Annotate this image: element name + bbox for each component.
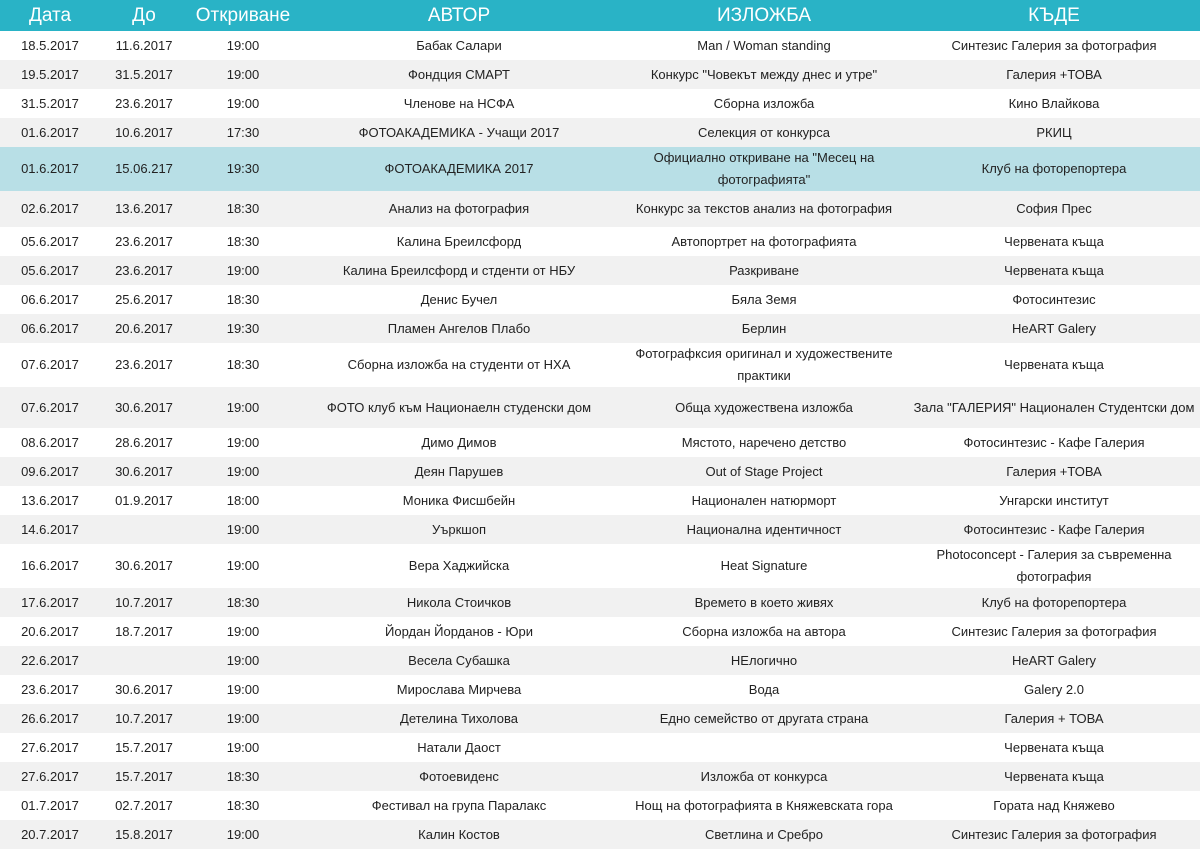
cell-venue: Червената къща xyxy=(1004,262,1104,278)
cell-author: ФОТОАКАДЕМИКА 2017 xyxy=(384,161,534,176)
cell-until: 15.7.2017 xyxy=(115,739,173,755)
table-row xyxy=(0,791,1200,820)
table-row xyxy=(0,675,1200,704)
cell-until: 23.6.2017 xyxy=(115,233,173,249)
cell-until: 10.7.2017 xyxy=(115,710,173,726)
table-row xyxy=(0,31,1200,60)
cell-opening: 19:00 xyxy=(226,66,260,82)
cell-venue: Червената къща xyxy=(1004,739,1104,755)
cell-opening: 18:30 xyxy=(226,201,260,216)
cell-date: 01.6.2017 xyxy=(21,124,79,140)
cell-until: 31.5.2017 xyxy=(115,66,173,82)
cell-date: 16.6.2017 xyxy=(21,558,79,573)
cell-venue: Галерия +ТОВА xyxy=(1006,463,1102,479)
cell-author: ФОТОАКАДЕМИКА - Учащи 2017 xyxy=(358,124,560,140)
cell-until: 20.6.2017 xyxy=(115,320,173,336)
cell-date: 06.6.2017 xyxy=(21,320,79,336)
cell-venue: Клуб на фоторепортера xyxy=(981,161,1127,176)
cell-exhibition: Сборна изложба на автора xyxy=(682,623,846,639)
cell-opening: 18:30 xyxy=(226,291,260,307)
table-row xyxy=(0,118,1200,147)
table-row xyxy=(0,588,1200,617)
cell-opening: 18:30 xyxy=(226,797,260,813)
cell-venue: Червената къща xyxy=(1004,233,1104,249)
cell-date: 01.7.2017 xyxy=(21,797,79,813)
cell-date: 08.6.2017 xyxy=(21,434,79,450)
cell-opening: 19:00 xyxy=(226,95,260,111)
cell-opening: 19:00 xyxy=(226,521,260,537)
cell-author: Членове на НСФА xyxy=(403,95,515,111)
table-row xyxy=(0,314,1200,343)
cell-date: 27.6.2017 xyxy=(21,768,79,784)
cell-exhibition: Светлина и Сребро xyxy=(705,826,823,842)
table-row xyxy=(0,820,1200,849)
cell-date: 20.6.2017 xyxy=(21,623,79,639)
cell-author: Денис Бучел xyxy=(420,291,498,307)
cell-date: 26.6.2017 xyxy=(21,710,79,726)
cell-opening: 19:00 xyxy=(226,652,260,668)
cell-until: 25.6.2017 xyxy=(115,291,173,307)
cell-date: 18.5.2017 xyxy=(21,37,79,53)
cell-date: 07.6.2017 xyxy=(21,357,79,372)
cell-venue: Фотосинтезис - Кафе Галерия xyxy=(963,434,1145,450)
header-opening: Откриване xyxy=(195,4,291,26)
cell-opening: 18:30 xyxy=(226,594,260,610)
cell-author: Натали Даост xyxy=(417,739,501,755)
cell-date: 14.6.2017 xyxy=(21,521,79,537)
table-row xyxy=(0,733,1200,762)
header-venue: КЪДЕ xyxy=(1028,4,1080,26)
cell-venue: Галерия +ТОВА xyxy=(1006,66,1102,82)
table-row xyxy=(0,147,1200,191)
cell-until: 13.6.2017 xyxy=(115,201,173,216)
cell-venue: Зала "ГАЛЕРИЯ" Национален Студентски дом xyxy=(913,399,1195,415)
cell-exhibition: Селекция от конкурса xyxy=(698,124,830,140)
cell-author: Калина Бреилсфорд и стденти от НБУ xyxy=(342,262,576,278)
cell-author: Калина Бреилсфорд xyxy=(396,233,522,249)
cell-author: Бабак Салари xyxy=(416,37,502,53)
cell-venue: София Прес xyxy=(1016,201,1092,216)
cell-venue: Унгарски институт xyxy=(999,492,1109,508)
cell-exhibition: Сборна изложба xyxy=(713,95,815,111)
cell-venue: РКИЦ xyxy=(1036,124,1072,140)
cell-until: 30.6.2017 xyxy=(115,558,173,573)
cell-until xyxy=(100,515,188,544)
cell-until: 15.06.217 xyxy=(115,161,173,176)
cell-until: 18.7.2017 xyxy=(115,623,173,639)
cell-author: Фестивал на група Паралакс xyxy=(371,797,547,813)
cell-date: 23.6.2017 xyxy=(21,681,79,697)
table-row xyxy=(0,227,1200,256)
table-row xyxy=(0,89,1200,118)
cell-venue: Гората над Княжево xyxy=(993,797,1115,813)
cell-exhibition: Бяла Земя xyxy=(731,291,797,307)
cell-until: 10.6.2017 xyxy=(115,124,173,140)
cell-opening: 19:00 xyxy=(226,710,260,726)
cell-exhibition xyxy=(620,733,908,762)
header-exhibition: ИЗЛОЖБА xyxy=(716,4,812,26)
cell-opening: 19:00 xyxy=(226,739,260,755)
table-row xyxy=(0,704,1200,733)
cell-opening: 17:30 xyxy=(226,124,260,140)
header-date: Дата xyxy=(28,4,72,26)
cell-date: 05.6.2017 xyxy=(21,233,79,249)
cell-until: 15.8.2017 xyxy=(115,826,173,842)
cell-author: Фотоевиденс xyxy=(419,768,499,784)
cell-until: 01.9.2017 xyxy=(115,492,173,508)
cell-opening: 19:00 xyxy=(226,399,260,415)
cell-exhibition: Официално откриване на "Месец на фотографията" xyxy=(653,150,875,187)
cell-venue: Photoconcept - Галерия за съвременна фотография xyxy=(936,547,1172,584)
cell-opening: 19:30 xyxy=(226,161,260,176)
cell-until: 23.6.2017 xyxy=(115,95,173,111)
cell-date: 31.5.2017 xyxy=(21,95,79,111)
cell-exhibition: Конкурс за текстов анализ на фотография xyxy=(635,201,893,216)
cell-opening: 19:00 xyxy=(226,37,260,53)
cell-exhibition: Едно семейство от другата страна xyxy=(659,710,869,726)
cell-exhibition: Конкурс "Човекът между днес и утре" xyxy=(650,66,878,82)
cell-until: 02.7.2017 xyxy=(115,797,173,813)
cell-opening: 18:00 xyxy=(226,492,260,508)
cell-exhibition: Нощ на фотографията в Княжевската гора xyxy=(635,797,893,813)
cell-author: Деян Парушев xyxy=(414,463,504,479)
cell-until: 15.7.2017 xyxy=(115,768,173,784)
cell-opening: 19:00 xyxy=(226,623,260,639)
cell-exhibition: НЕлогично xyxy=(730,652,798,668)
table-row xyxy=(0,617,1200,646)
cell-opening: 19:00 xyxy=(226,262,260,278)
cell-until: 30.6.2017 xyxy=(115,463,173,479)
cell-until: 10.7.2017 xyxy=(115,594,173,610)
cell-until: 23.6.2017 xyxy=(115,357,173,372)
cell-author: Калин Костов xyxy=(418,826,500,842)
cell-date: 20.7.2017 xyxy=(21,826,79,842)
cell-venue: Червената къща xyxy=(1004,768,1104,784)
cell-venue: Галерия + ТОВА xyxy=(1004,710,1104,726)
cell-opening: 19:00 xyxy=(226,434,260,450)
cell-exhibition: Национален натюрморт xyxy=(691,492,837,508)
table-row xyxy=(0,544,1200,588)
table-row xyxy=(0,646,1200,675)
cell-venue: Фотосинтезис - Кафе Галерия xyxy=(963,521,1145,537)
cell-venue: Синтезис Галерия за фотография xyxy=(951,37,1157,53)
cell-opening: 19:00 xyxy=(226,463,260,479)
cell-venue: Кино Влайкова xyxy=(1008,95,1100,111)
cell-exhibition: Изложба от конкурса xyxy=(700,768,828,784)
cell-opening: 18:30 xyxy=(226,768,260,784)
cell-exhibition: Обща художествена изложба xyxy=(675,399,853,415)
cell-date: 07.6.2017 xyxy=(21,399,79,415)
cell-venue: Фотосинтезис xyxy=(1012,291,1096,307)
cell-author: Вера Хаджийска xyxy=(408,558,510,573)
cell-author: ФОТО клуб към Национаелн студенски дом xyxy=(326,399,592,415)
cell-opening: 19:00 xyxy=(226,826,260,842)
cell-exhibition: Out of Stage Project xyxy=(705,463,823,479)
cell-opening: 18:30 xyxy=(226,233,260,249)
cell-date: 05.6.2017 xyxy=(21,262,79,278)
cell-venue: HeART Galery xyxy=(1011,652,1097,668)
table-row xyxy=(0,486,1200,515)
cell-venue: HeART Galery xyxy=(1011,320,1097,336)
cell-until xyxy=(100,646,188,675)
cell-author: Детелина Тихолова xyxy=(400,710,518,726)
cell-date: 06.6.2017 xyxy=(21,291,79,307)
cell-author: Пламен Ангелов Плабо xyxy=(387,320,531,336)
header-until: До xyxy=(132,4,156,26)
cell-author: Анализ на фотография xyxy=(388,201,530,216)
cell-author: Димо Димов xyxy=(421,434,497,450)
cell-venue: Червената къща xyxy=(1004,357,1104,372)
table-row xyxy=(0,60,1200,89)
cell-until: 30.6.2017 xyxy=(115,681,173,697)
cell-opening: 19:00 xyxy=(226,681,260,697)
cell-author: Моника Фисшбейн xyxy=(402,492,516,508)
header-author: АВТОР xyxy=(427,4,491,26)
table-row xyxy=(0,762,1200,791)
cell-date: 13.6.2017 xyxy=(21,492,79,508)
table-row xyxy=(0,256,1200,285)
cell-date: 27.6.2017 xyxy=(21,739,79,755)
cell-exhibition: Heat Signature xyxy=(720,558,808,573)
table-row xyxy=(0,457,1200,486)
table-row xyxy=(0,191,1200,227)
cell-until: 28.6.2017 xyxy=(115,434,173,450)
cell-exhibition: Разкриване xyxy=(729,262,799,278)
table-row xyxy=(0,343,1200,387)
cell-exhibition: Берлин xyxy=(741,320,787,336)
cell-author: Никола Стоичков xyxy=(406,594,512,610)
cell-date: 09.6.2017 xyxy=(21,463,79,479)
cell-venue: Клуб на фоторепортера xyxy=(981,594,1127,610)
cell-exhibition: Вода xyxy=(748,681,780,697)
cell-opening: 19:30 xyxy=(226,320,260,336)
cell-exhibition: Автопортрет на фотографията xyxy=(671,233,857,249)
cell-author: Уъркшоп xyxy=(432,521,486,537)
header-row xyxy=(0,0,1200,31)
table-row xyxy=(0,285,1200,314)
cell-venue: Синтезис Галерия за фотография xyxy=(951,623,1157,639)
cell-exhibition: Man / Woman standing xyxy=(697,37,831,53)
cell-date: 17.6.2017 xyxy=(21,594,79,610)
cell-venue: Galery 2.0 xyxy=(1024,681,1084,697)
cell-exhibition: Времето в което живях xyxy=(694,594,834,610)
table-row xyxy=(0,387,1200,428)
cell-exhibition: Национална идентичност xyxy=(686,521,842,537)
table-row xyxy=(0,428,1200,457)
cell-venue: Синтезис Галерия за фотография xyxy=(951,826,1157,842)
cell-exhibition: Мястото, наречено детство xyxy=(681,434,847,450)
cell-until: 11.6.2017 xyxy=(115,37,173,53)
cell-opening: 19:00 xyxy=(226,558,260,573)
cell-author: Фондция СМАРТ xyxy=(407,66,510,82)
cell-author: Весела Субашка xyxy=(408,652,510,668)
cell-until: 23.6.2017 xyxy=(115,262,173,278)
cell-exhibition: Фотографксия оригинал и художествените практики xyxy=(635,346,893,383)
cell-date: 01.6.2017 xyxy=(21,161,79,176)
cell-until: 30.6.2017 xyxy=(115,399,173,415)
cell-author: Мирослава Мирчева xyxy=(396,681,522,697)
cell-date: 02.6.2017 xyxy=(21,201,79,216)
cell-opening: 18:30 xyxy=(226,357,260,372)
cell-date: 22.6.2017 xyxy=(21,652,79,668)
cell-date: 19.5.2017 xyxy=(21,66,79,82)
table-row xyxy=(0,515,1200,544)
cell-author: Сборна изложба на студенти от НХА xyxy=(347,357,571,372)
cell-author: Йордан Йорданов - Юри xyxy=(385,623,533,639)
